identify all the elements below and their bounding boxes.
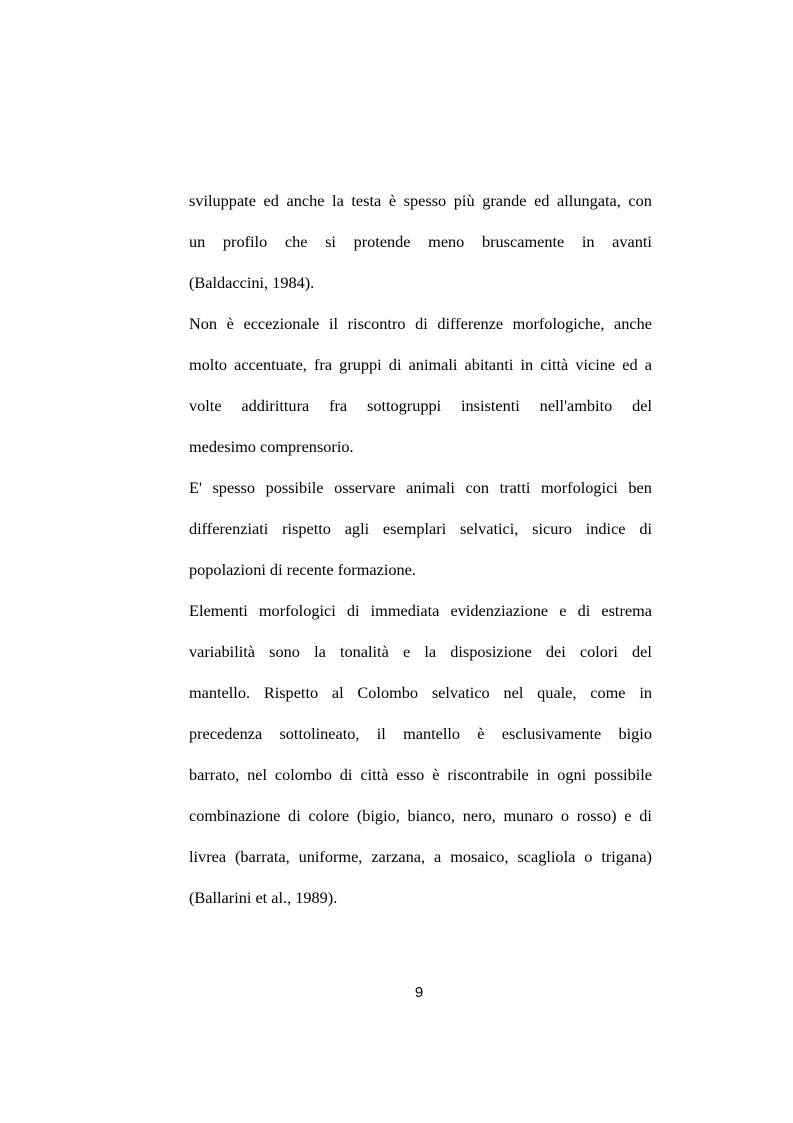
text-line: Non è eccezionale il riscontro di differenze morfologiche, anche: [189, 314, 652, 333]
text-line: medesimo comprensorio.: [189, 437, 354, 456]
text-line: popolazioni di recente formazione.: [189, 560, 416, 579]
text-line: sviluppate ed anche la testa è spesso più grande ed allungata, con: [189, 191, 652, 210]
text-line: mantello. Rispetto al Colombo selvatico nel quale, come in: [189, 683, 652, 702]
text-line: combinazione di colore (bigio, bianco, nero, munaro o rosso) e di: [189, 806, 652, 825]
text-line: Elementi morfologici di immediata evidenziazione e di estrema: [189, 601, 652, 620]
text-line: E' spesso possibile osservare animali con tratti morfologici ben: [189, 478, 652, 497]
text-line: barrato, nel colombo di città esso è riscontrabile in ogni possibile: [189, 765, 652, 784]
text-line: differenziati rispetto agli esemplari selvatici, sicuro indice di: [189, 519, 652, 538]
text-line: un profilo che si protende meno bruscamente in avanti: [189, 232, 652, 251]
text-line: (Ballarini et al., 1989).: [189, 888, 338, 907]
text-line: molto accentuate, fra gruppi di animali abitanti in città vicine ed a: [189, 355, 652, 374]
text-line: (Baldaccini, 1984).: [189, 273, 315, 292]
page-number: 9: [414, 984, 424, 1001]
body-text: [189, 180, 652, 918]
text-line: precedenza sottolineato, il mantello è esclusivamente bigio: [189, 724, 652, 743]
text-line: livrea (barrata, uniforme, zarzana, a mosaico, scagliola o trigana): [189, 847, 652, 866]
text-line: volte addirittura fra sottogruppi insistenti nell'ambito del: [189, 396, 652, 415]
text-line: variabilità sono la tonalità e la disposizione dei colori del: [189, 642, 652, 661]
